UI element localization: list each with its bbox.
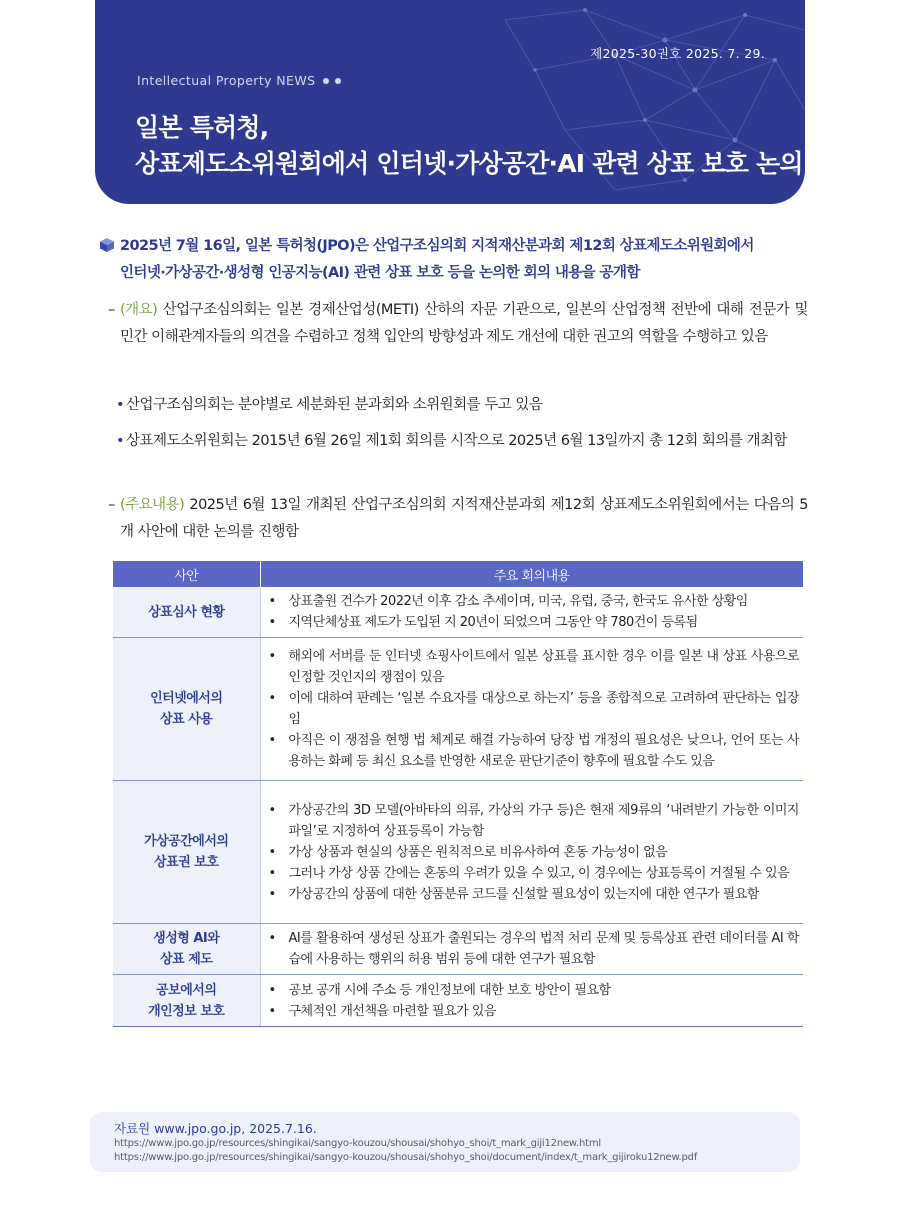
source-url-1[interactable]: https://www.jpo.go.jp/resources/shingikai/sangyo-kouzou/shousai/shohyo_shoi/t_mark_giji12new.html [114,1138,601,1149]
detail-item: • 해외에 서버를 둔 인터넷 쇼핑사이트에서 일본 상표를 표시한 경우 이를 일본 내 상표 사용으로 인정할 것인지의 쟁점이 있음 [269,646,800,688]
title-line-2: 상표제도소위원회에서 인터넷·가상공간·AI 관련 상표 보호 논의 [135,149,803,178]
row-category [113,975,260,1027]
row-details [260,638,803,781]
row-details [260,975,803,1027]
overview-text: 산업구조심의회는 일본 경제산업성(METI) 산하의 자문 기관으로, 일본의 산업정책 전반에 대해 전문가 및 민간 이해관계자들의 의견을 수렴하고 정책 입안의 방향성과 제도 개선에 대한 권고의 역할을 수행하고 있음 [120,302,808,345]
overview-bullet-text: 상표제도소위원회는 2015년 6월 26일 제1회 회의를 시작으로 2025년 6월 13일까지 총 12회 회의를 개최함 [126,433,787,449]
lead-line-2: 인터넷·가상공간·생성형 인공지능(AI) 관련 상표 보호 등을 논의한 회의 내용을 공개함 [120,265,640,281]
page-title [135,110,803,182]
detail-item: • 이에 대하여 판례는 ‘일본 수요자를 대상으로 하는지’ 등을 종합적으로 고려하여 판단하는 입장임 [269,688,800,730]
bullet-dot-icon: • [116,397,125,413]
row-category [113,924,260,975]
row-category [113,638,260,781]
table-row [113,587,803,638]
dash-marker: – [108,497,115,513]
main-text: 2025년 6월 13일 개최된 산업구조심의회 지적재산분과회 제12회 상표제도소위원회에서는 다음의 5개 사안에 대한 논의를 진행함 [120,497,808,540]
cube-bullet-icon [100,238,114,252]
category-line-1: 생성형 AI와 [153,931,220,946]
main-key: (주요내용) [120,497,185,513]
detail-item: • 상표출원 건수가 2022년 이후 감소 추세이며, 미국, 유럽, 중국, 한국도 유사한 상황임 [269,591,800,612]
row-details [260,587,803,638]
detail-item: • AI를 활용하여 생성된 상표가 출원되는 경우의 법적 처리 문제 및 등록상표 관련 데이터를 AI 학습에 사용하는 행위의 허용 범위 등에 대한 연구가 필요함 [269,928,800,970]
lead-summary [100,233,820,287]
detail-item: • 공보 공개 시에 주소 등 개인정보에 대한 보호 방안이 필요함 [269,980,800,1001]
category-line-1: 공보에서의 [156,982,217,998]
table-row [113,638,803,781]
main-paragraph [108,492,808,546]
overview-bullet-2 [116,428,806,455]
category-line-2: 개인정보 보호 [148,1003,225,1019]
table-header-row [113,561,803,587]
category-line-1: 인터넷에서의 [150,691,223,706]
detail-item: • 가상공간의 3D 모델(아바타의 의류, 가상의 가구 등)은 현재 제9류의 ‘내려받기 가능한 이미지 파일’로 지정하여 상표등록이 가능함 [269,800,800,842]
header-cell-issue: 사안 [113,561,260,587]
category-line-1: 상표심사 현황 [148,604,225,620]
row-details [260,924,803,975]
table-row [113,975,803,1027]
row-details [260,781,803,924]
detail-item: • 아직은 이 쟁점을 현행 법 체계로 해결 가능하여 당장 법 개정의 필요성은 낮으나, 언어 또는 사용하는 화폐 등 최신 요소를 반영한 새로운 판단기준이 향후에 필요할 수도 있음 [269,730,800,772]
agenda-table [113,561,803,1027]
issue-number: 제2025-30권호 2025. 7. 29. [590,46,765,61]
source-label: 자료원 www.jpo.go.jp, 2025.7.16. [114,1121,317,1136]
detail-item: • 지역단체상표 제도가 도입된 지 20년이 되었으며 그동안 약 780건이 등록됨 [269,612,800,633]
header-cell-content: 주요 회의내용 [260,561,803,587]
table-row [113,924,803,975]
header-banner [95,0,805,204]
dash-marker: – [108,302,115,318]
table-row [113,781,803,924]
bullet-dot-icon: • [116,433,125,449]
news-label-text: Intellectual Property NEWS [137,73,316,88]
overview-key: (개요) [120,302,158,318]
detail-item: • 그러나 가상 상품 간에는 혼동의 우려가 있을 수 있고, 이 경우에는 상표등록이 거절될 수 있음 [269,863,800,884]
news-label [137,73,341,88]
overview-bullet-text: 산업구조심의회는 분야별로 세분화된 분과회와 소위원회를 두고 있음 [126,397,543,413]
category-line-2: 상표 제도 [160,952,213,967]
detail-item: • 가상 상품과 현실의 상품은 원칙적으로 비유사하여 혼동 가능성이 없음 [269,842,800,863]
detail-item: • 구체적인 개선책을 마련할 필요가 있음 [269,1001,800,1022]
overview-paragraph [108,297,808,351]
title-line-1: 일본 특허청, [135,113,269,142]
lead-line-1: 2025년 7월 16일, 일본 특허청(JPO)은 산업구조심의회 지적재산분과회 제12회 상표제도소위원회에서 [120,238,754,254]
overview-bullet-1 [116,392,806,419]
category-line-2: 상표권 보호 [154,855,219,870]
source-box [90,1112,800,1172]
row-category [113,587,260,638]
row-category [113,781,260,924]
source-url-2[interactable]: https://www.jpo.go.jp/resources/shingikai/sangyo-kouzou/shousai/shohyo_shoi/document/index/t_mark_gijiroku12new.pdf [114,1152,698,1163]
category-line-1: 가상공간에서의 [144,834,229,849]
dots-icon [323,78,341,84]
detail-item: • 가상공간의 상품에 대한 상품분류 코드를 신설할 필요성이 있는지에 대한 연구가 필요함 [269,884,800,905]
category-line-2: 상표 사용 [160,712,213,727]
